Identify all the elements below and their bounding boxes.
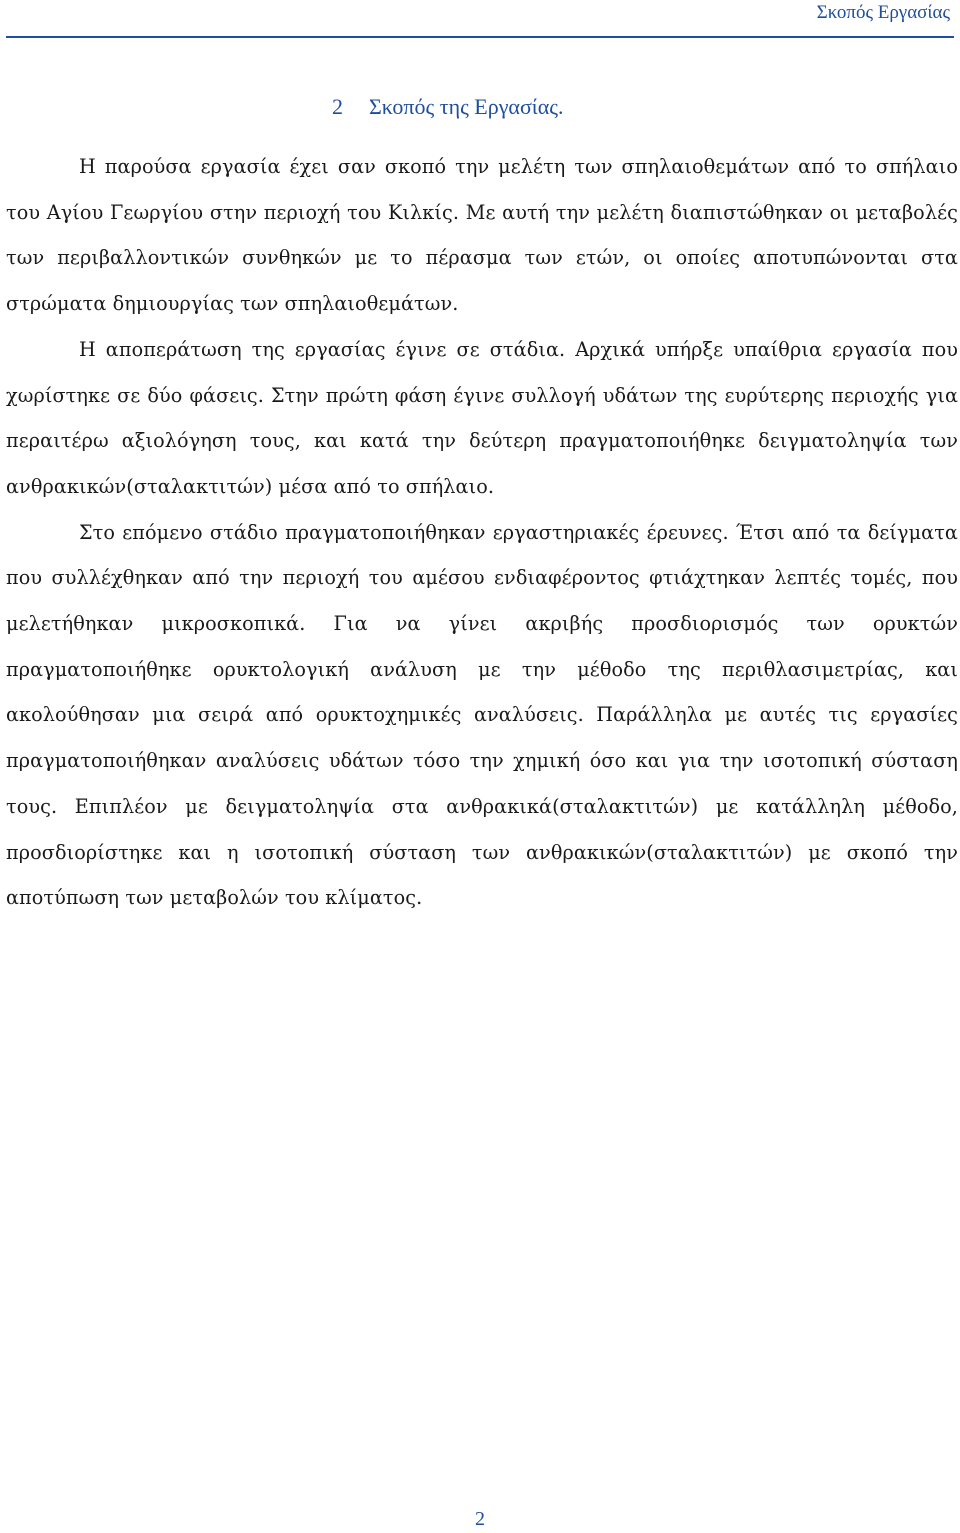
paragraph-fieldwork: Η αποπεράτωση της εργασίας έγινε σε στάδια. Αρχικά υπήρξε υπαίθρια εργασία που χωρίστηκε σε δύο φάσεις. Στην πρώτη φάση έγινε συλλογή υδάτων της ευρύτερης περιοχής για περαιτέρω αξιολόγηση τους, και κατά την δεύτερη πραγματοποιήθηκε δειγματοληψία των ανθρακικών(σταλακτιτών) μέσα από το σπήλαιο. [6,337,958,498]
paragraph-lab-work: Στο επόμενο στάδιο πραγματοποιήθηκαν εργαστηριακές έρευνες. Έτσι από τα δείγματα που συλλέχθηκαν από την περιοχή του αμέσου ενδιαφέροντος φτιάχτηκαν λεπτές τομές, που μελετήθηκαν μικροσκοπικά. Για να γίνει ακριβής προσδιορισμός των ορυκτών πραγματοποιήθηκε ορυκτολογική ανάλυση με την μέθοδο της περιθλασιμετρίας, και ακολούθησαν μια σειρά από ορυκτοχημικές αναλύσεις. Παράλληλα με αυτές τις εργασίες πραγματοποιήθηκαν αναλύσεις υδάτων τόσο την χημική όσο και για την ισοτοπική σύσταση τους. Επιπλέον με δειγματοληψία στα ανθρακικά(σταλακτιτών) με κατάλληλη μέθοδο, προσδιορίστηκε και η ισοτοπική σύσταση των ανθρακικών(σταλακτιτών) με σκοπό την αποτύπωση των μεταβολών του κλίματος. [6,520,958,910]
body-text [6,144,958,921]
section-title: Σκοπός της Εργασίας. [369,94,564,119]
page-number: 2 [475,1508,485,1530]
section-number: 2 [332,94,343,119]
section-heading [332,94,563,120]
header-rule [6,36,954,38]
running-header-title: Σκοπός Εργασίας [816,2,950,23]
running-header [0,0,960,38]
paragraph-purpose: Η παρούσα εργασία έχει σαν σκοπό την μελέτη των σπηλαιοθεμάτων από το σπήλαιο του Αγίου Γεωργίου στην περιοχή του Κιλκίς. Με αυτή την μελέτη διαπιστώθηκαν οι μεταβολές των περιβαλλοντικών συνθηκών με το πέρασμα των ετών, οι οποίες αποτυπώνονται στα στρώματα δημιουργίας των σπηλαιοθεμάτων. [6,155,958,316]
